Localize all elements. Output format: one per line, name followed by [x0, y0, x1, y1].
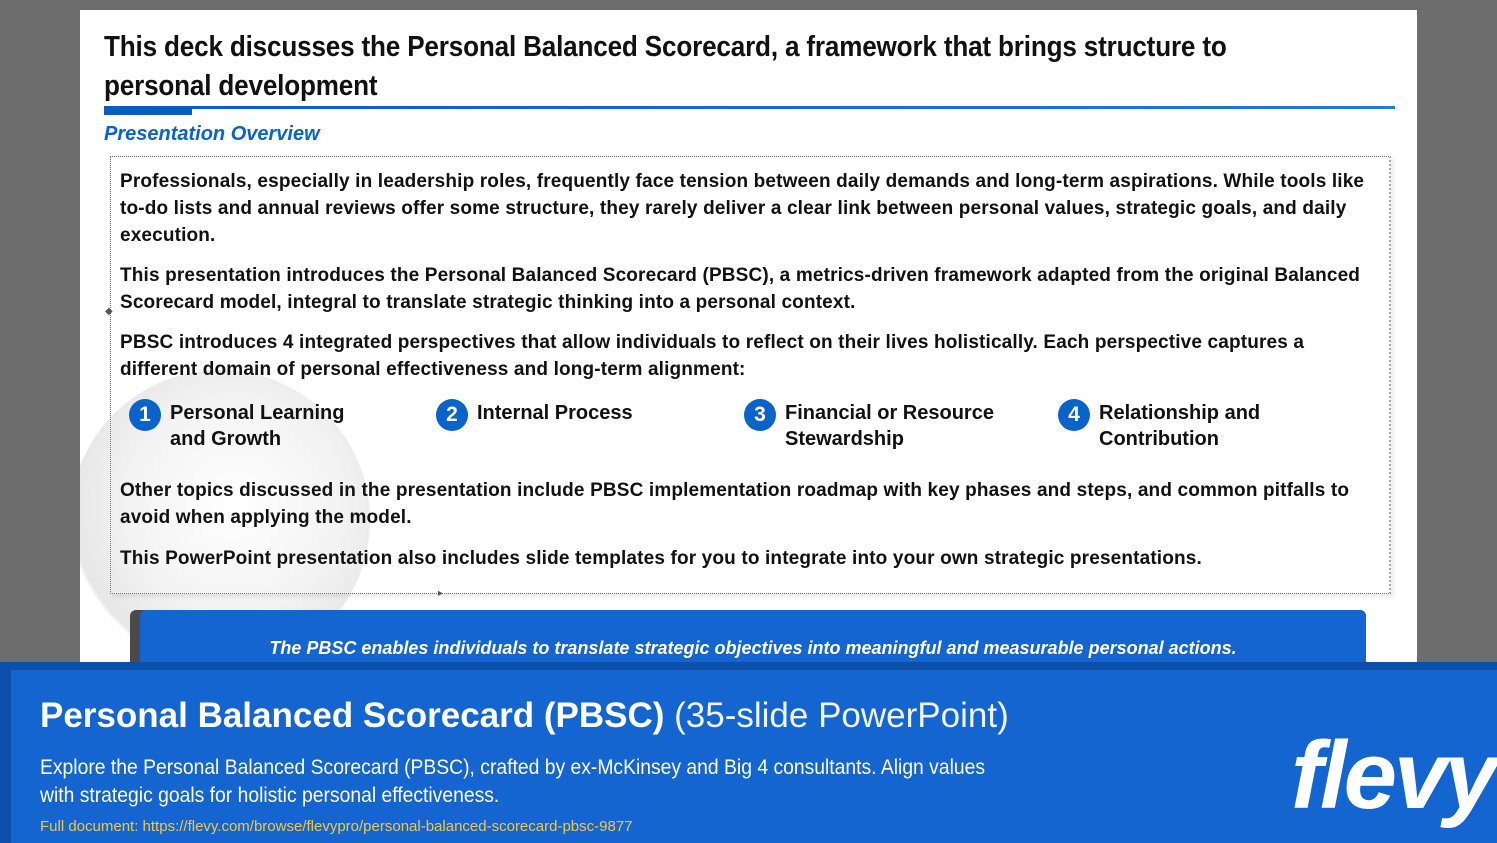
- footer-panel: [11, 670, 1497, 843]
- slide: [80, 10, 1417, 670]
- product-format: (35-slide PowerPoint): [674, 696, 1009, 735]
- key-message-banner: [140, 610, 1366, 670]
- product-description: Explore the Personal Balanced Scorecard (PBSC), crafted by ex-McKinsey and Big 4 consultants. Align values with strategic goals for holistic personal effectiveness.: [40, 756, 986, 807]
- overview-paragraph: This PowerPoint presentation also includes slide templates for you to integrate into your own strategic presentations.: [120, 548, 1202, 569]
- number-badge: 3: [744, 399, 776, 431]
- perspective-label: Internal Process: [477, 402, 633, 424]
- flevy-logo-icon: flevy: [1291, 722, 1495, 829]
- perspective-label: Relationship and Contribution: [1099, 402, 1261, 450]
- overview-paragraph: PBSC introduces 4 integrated perspectives that allow individuals to reflect on their lives holistically. Each perspective captures a different domain of personal effectiveness and long-term alignment:: [120, 332, 1305, 380]
- number-badge: 1: [129, 399, 161, 431]
- overview-paragraph: This presentation introduces the Personal Balanced Scorecard (PBSC), a metrics-driven framework adapted from the original Balanced Scorecard model, integral to translate strategic thinking into a personal context.: [120, 265, 1361, 313]
- document-link[interactable]: Full document: https://flevy.com/browse/flevypro/personal-balanced-scorecard-pbsc-9877: [40, 818, 633, 835]
- arrow-marker-icon: ◆: [105, 306, 113, 317]
- perspective-item: [129, 399, 370, 452]
- overview-paragraph: Other topics discussed in the presentation include PBSC implementation roadmap with key phases and steps, and common pitfalls to avoid when applying the model.: [120, 480, 1350, 528]
- title-divider: [104, 106, 1395, 109]
- perspective-label: Financial or Resource Stewardship: [785, 402, 994, 450]
- arrow-marker-icon: ▸: [438, 588, 444, 599]
- perspective-label: Personal Learning and Growth: [170, 402, 345, 450]
- product-footer: [0, 662, 1497, 843]
- number-badge: 4: [1058, 399, 1090, 431]
- overview-paragraph: Professionals, especially in leadership roles, frequently face tension between daily demands and long-term aspirations. While tools like to-do lists and annual reviews offer some structure, they rarely deliver a clear link between personal values, strategic goals, and daily execution.: [120, 171, 1365, 246]
- number-badge: 2: [436, 399, 468, 431]
- section-label: Presentation Overview: [104, 123, 320, 145]
- title-divider-tab: [104, 109, 192, 115]
- banner-text: The PBSC enables individuals to translate strategic objectives into meaningful and measurable personal actions.: [269, 638, 1237, 658]
- perspective-item: [744, 399, 1025, 452]
- perspective-item: [436, 399, 687, 431]
- slide-title: This deck discusses the Personal Balanced Scorecard, a framework that brings structure to personal development: [104, 31, 1227, 102]
- perspective-item: [1058, 399, 1309, 452]
- product-name: Personal Balanced Scorecard (PBSC): [40, 696, 665, 735]
- product-title: [40, 696, 1009, 736]
